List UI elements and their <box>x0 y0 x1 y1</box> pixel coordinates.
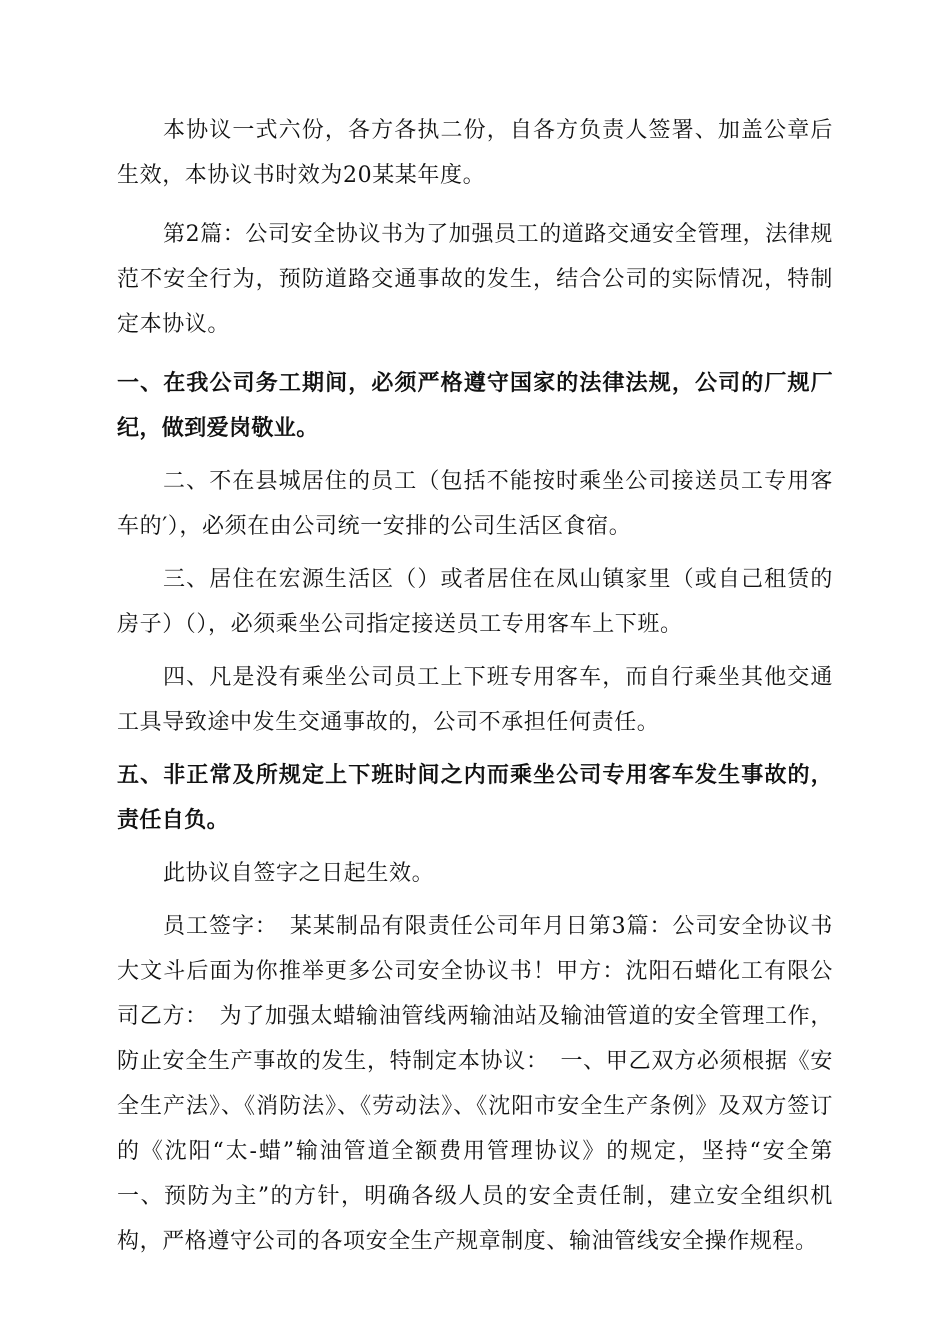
paragraph-clause-5: 五、非正常及所规定上下班时间之内而乘坐公司专用客车发生事故的，责任自负。 <box>117 763 833 833</box>
paragraph-article-3: 员工签字： 某某制品有限责任公司年月日第3篇：公司安全协议书大文斗后面为你推举更多公司安全协议书！甲方：沈阳石蜡化工有限公司乙方： 为了加强太蜡输油管线两输油站及输油管道的安全管理工作，防止安全生产事故的发生，特制定本协议： 一、甲乙双方必须根据《安全生产法》、《消防法》、《劳动法》、《沈阳市安全生产条例》及双方签订的《沈阳“太-蜡”输油管道全额费用管理协议》的规定，坚持“安全第一、预防为主”的方针，明确各级人员的安全责任制，建立安全组织机构，严格遵守公司的各项安全生产规章制度、输油管线安全操作规程。 <box>117 914 833 1254</box>
paragraph-clause-2: 二、不在县城居住的员工（包括不能按时乘坐公司接送员工专用客车的′），必须在由公司统一安排的公司生活区食宿。 <box>117 469 833 539</box>
paragraph-article-2-intro: 第2篇：公司安全协议书为了加强员工的道路交通安全管理，法律规范不安全行为，预防道路交通事故的发生，结合公司的实际情况，特制定本协议。 <box>117 222 833 337</box>
document-body <box>117 108 833 1264</box>
paragraph-clause-1: 一、在我公司务工期间，必须严格遵守国家的法律法规，公司的厂规厂纪，做到爱岗敬业。 <box>117 371 833 441</box>
paragraph-validity-clause: 本协议一式六份，各方各执二份，自各方负责人签署、加盖公章后生效，本协议书时效为20某某年度。 <box>117 118 833 188</box>
paragraph-clause-3: 三、居住在宏源生活区（）或者居住在凤山镇家里（或自己租赁的房子）（），必须乘坐公司指定接送员工专用客车上下班。 <box>117 567 833 637</box>
paragraph-effective-date: 此协议自签字之日起生效。 <box>163 861 435 886</box>
paragraph-clause-4: 四、凡是没有乘坐公司员工上下班专用客车，而自行乘坐其他交通工具导致途中发生交通事故的，公司不承担任何责任。 <box>117 665 833 735</box>
